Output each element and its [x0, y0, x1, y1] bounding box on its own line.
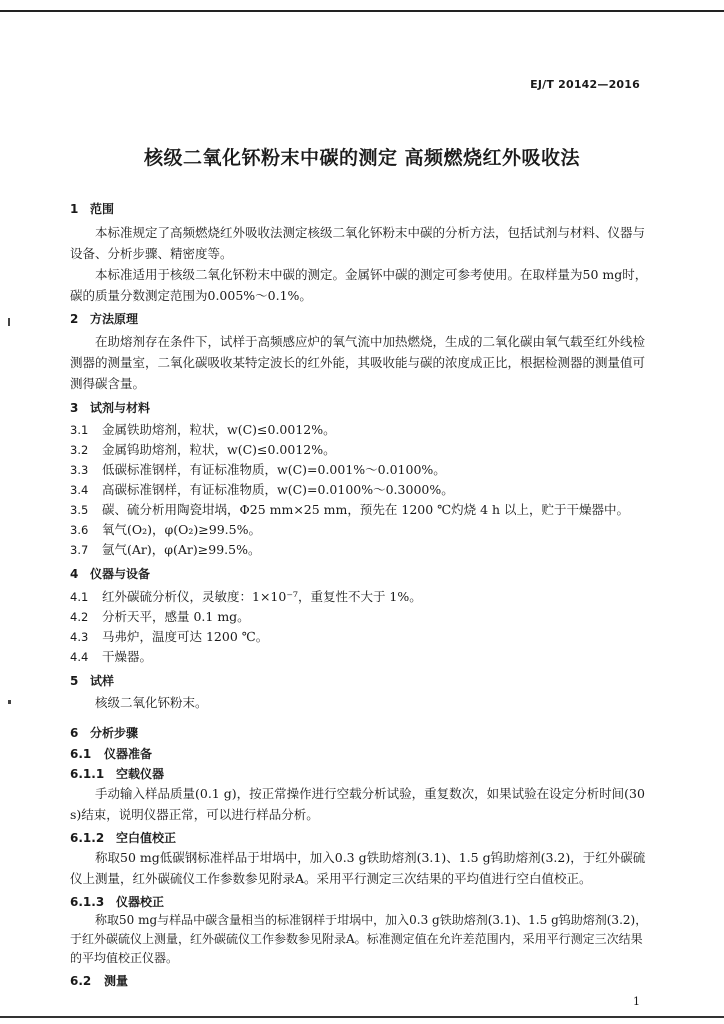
standard-code: EJ/T 20142—2016 [530, 78, 640, 91]
subsection-6-1-2-heading [70, 829, 176, 846]
list-item [70, 420, 652, 438]
list-item [70, 587, 652, 605]
list-item [70, 627, 652, 645]
subsection-title: 仪器准备 [104, 747, 153, 761]
item-text: 金属铁助熔剂，粒状，w(C)≤0.0012%。 [102, 422, 336, 437]
item-number: 3.3 [70, 463, 89, 477]
list-item [70, 480, 652, 498]
subsection-title: 测量 [104, 974, 129, 988]
section-1-paragraph-2: 本标准适用于核级二氧化钚粉末中碳的测定。金属钚中碳的测定可参考使用。在取样量为50 mg时，碳的质量分数测定范围为0.005%～0.1%。 [70, 267, 648, 303]
item-number: 3.4 [70, 483, 89, 497]
list-item [70, 520, 652, 538]
section-number: 5 [70, 674, 79, 688]
item-number: 4.4 [70, 650, 89, 664]
section-4-heading [70, 565, 150, 582]
section-1-paragraph-1: 本标准规定了高频燃烧红外吸收法测定核级二氧化钚粉末中碳的分析方法，包括试剂与材料、仪器与设备、分析步骤、精密度等。 [70, 225, 646, 261]
section-title: 试样 [90, 674, 115, 688]
subsection-number: 6.1.3 [70, 895, 105, 909]
section-2-paragraph: 在助熔剂存在条件下，试样于高频感应炉的氧气流中加热燃烧，生成的二氧化碳由氧气载至红外线检测器的测量室，二氧化碳吸收某特定波长的红外能，其吸收能与碳的浓度成正比，根据检测器的测量值可测得碳含量。 [70, 334, 646, 391]
subsection-6-1-2-paragraph: 称取50 mg低碳钢标准样品于坩埚中，加入0.3 g铁助熔剂(3.1)、1.5 g钨助熔剂(3.2)，于红外碳硫仪上测量，红外碳硫仪工作参数参见附录A。采用平行测定三次结果的平均值进行空白值校正。 [70, 850, 646, 886]
subsection-number: 6.2 [70, 974, 92, 988]
item-number: 3.7 [70, 543, 89, 557]
list-item [70, 500, 652, 518]
subsection-number: 6.1 [70, 747, 92, 761]
item-number: 4.1 [70, 590, 89, 604]
subsection-6-1-3-paragraph: 称取50 mg与样品中碳含量相当的标准钢样于坩埚中，加入0.3 g铁助熔剂(3.1)、1.5 g钨助熔剂(3.2)，于红外碳硫仪上测量，红外碳硫仪工作参数参见附录A。标准测定值在允许差范围内，采用平行测定三次结果的平均值校正仪器。 [70, 913, 648, 965]
section-1-heading [70, 200, 114, 217]
document-title: 核级二氧化钚粉末中碳的测定 高频燃烧红外吸收法 [143, 147, 581, 169]
subsection-6-2-heading [70, 972, 128, 989]
subsection-title: 空白值校正 [116, 831, 177, 845]
item-number: 3.5 [70, 503, 89, 517]
item-text: 高碳标准钢样，有证标准物质，w(C)=0.0100%～0.3000%。 [102, 482, 454, 497]
section-3-heading [70, 399, 150, 416]
section-title: 试剂与材料 [90, 401, 151, 415]
section-number: 1 [70, 202, 79, 216]
section-6-heading [70, 724, 138, 741]
list-item [70, 647, 652, 665]
list-item [70, 607, 652, 625]
item-text: 金属钨助熔剂，粒状，w(C)≤0.0012%。 [102, 442, 336, 457]
subsection-number: 6.1.1 [70, 767, 105, 781]
section-5-paragraph: 核级二氧化钚粉末。 [95, 695, 208, 710]
item-text: 分析天平，感量 0.1 mg。 [102, 609, 250, 624]
item-number: 3.1 [70, 423, 89, 437]
section-title: 分析步骤 [90, 726, 139, 740]
item-number: 3.2 [70, 443, 89, 457]
item-number: 4.3 [70, 630, 89, 644]
list-item [70, 460, 652, 478]
section-5-heading [70, 672, 114, 689]
subsection-6-1-3-heading [70, 893, 164, 910]
subsection-6-1-heading [70, 745, 152, 762]
item-text: 低碳标准钢样，有证标准物质，w(C)=0.001%～0.0100%。 [102, 462, 446, 477]
item-text: 氧气(O₂)，φ(O₂)≥99.5%。 [102, 522, 261, 537]
page-number: 1 [633, 995, 640, 1008]
section-title: 仪器与设备 [90, 567, 151, 581]
list-item [70, 440, 652, 458]
section-number: 2 [70, 312, 79, 326]
subsection-number: 6.1.2 [70, 831, 105, 845]
scan-mark [8, 318, 10, 326]
scan-mark [8, 700, 11, 704]
item-text: 氩气(Ar)，φ(Ar)≥99.5%。 [102, 542, 261, 557]
item-text: 碳、硫分析用陶瓷坩埚，Φ25 mm×25 mm，预先在 1200 ℃灼烧 4 h 以上，贮于干燥器中。 [102, 502, 630, 517]
item-text: 红外碳硫分析仪，灵敏度：1×10⁻⁷，重复性不大于 1%。 [102, 589, 422, 604]
bottom-rule [0, 1016, 724, 1018]
section-2-heading [70, 310, 138, 327]
item-text: 干燥器。 [102, 649, 153, 664]
subsection-title: 空载仪器 [116, 767, 165, 781]
section-title: 范围 [90, 202, 115, 216]
item-text: 马弗炉，温度可达 1200 ℃。 [102, 629, 269, 644]
top-rule [0, 10, 724, 12]
section-number: 3 [70, 401, 79, 415]
list-item [70, 540, 652, 558]
section-title: 方法原理 [90, 312, 139, 326]
item-number: 3.6 [70, 523, 89, 537]
subsection-title: 仪器校正 [116, 895, 165, 909]
section-number: 6 [70, 726, 79, 740]
item-number: 4.2 [70, 610, 89, 624]
section-number: 4 [70, 567, 79, 581]
subsection-6-1-1-heading [70, 765, 164, 782]
subsection-6-1-1-paragraph: 手动输入样品质量(0.1 g)，按正常操作进行空载分析试验，重复数次，如果试验在设定分析时间(30 s)结束，说明仪器正常，可以进行样品分析。 [70, 786, 645, 822]
